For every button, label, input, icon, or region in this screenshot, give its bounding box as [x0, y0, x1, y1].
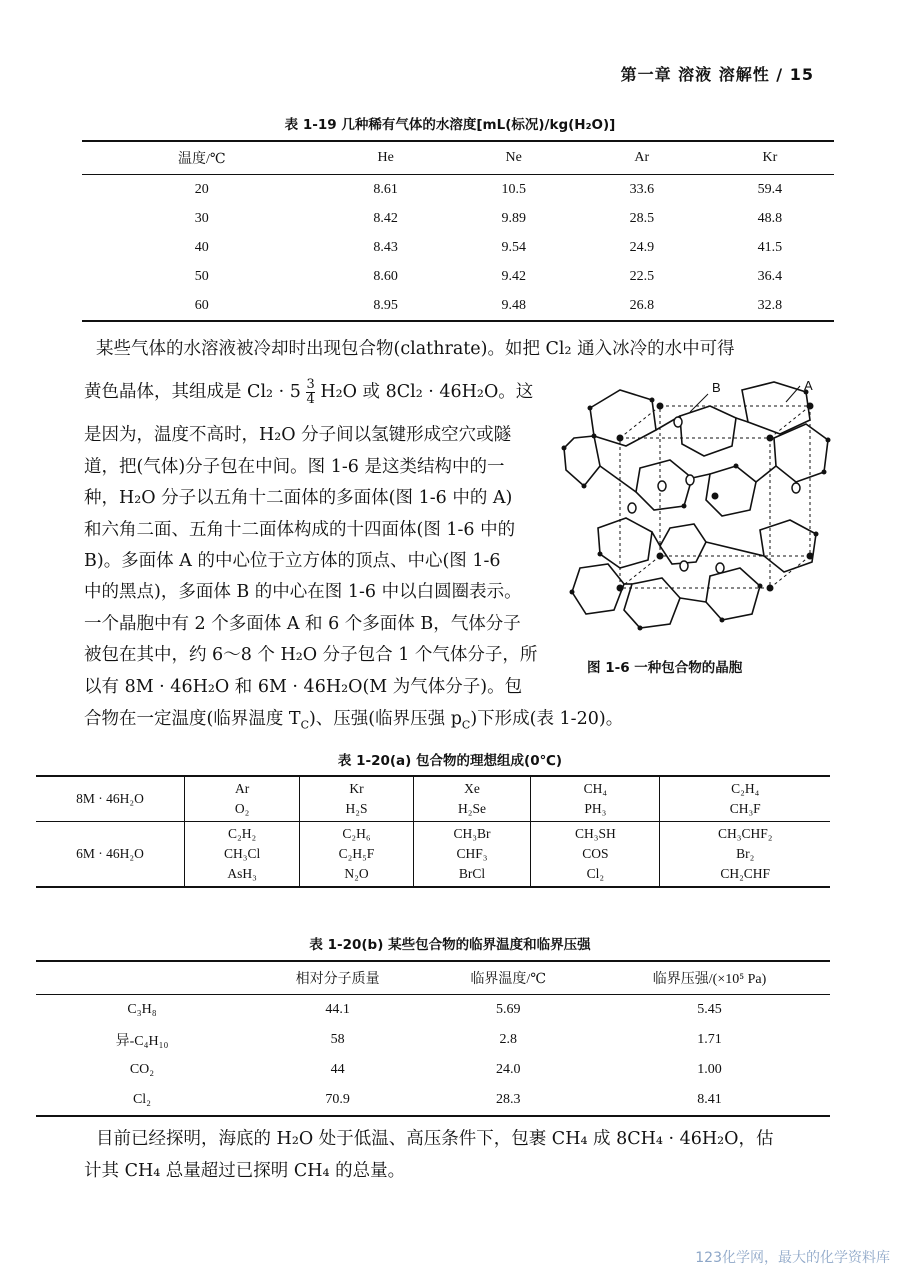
table-cell: [531, 822, 660, 888]
figure-label-a: A: [804, 378, 813, 393]
cell-line: C₂H₆: [342, 826, 371, 841]
header-cell: Ne: [450, 141, 578, 175]
figure-label-b: B: [712, 380, 721, 395]
watermark-text: 123化学网，最大的化学资料库: [695, 1250, 890, 1266]
paragraph-line: 以有 8M · 46H₂O 和 6M · 46H₂O(M 为气体分子)。包: [84, 677, 523, 697]
table-cell: 41.5: [757, 239, 783, 255]
header-cell: 温度/℃: [82, 141, 322, 175]
table-cell: 10.5: [501, 181, 526, 197]
table-cell: 22.5: [629, 268, 655, 284]
table-cell: 9.48: [501, 297, 526, 313]
cell-line: C₂H₅F: [338, 846, 375, 861]
paragraph-text: H₂O 或 8Cl₂ · 46H₂O。这: [320, 382, 534, 402]
table-cell: 异-C₄H₁₀: [115, 1034, 169, 1049]
table-cell: 5.69: [495, 1002, 521, 1017]
table-row: [36, 1085, 830, 1116]
cell-line: Ar: [234, 781, 250, 796]
table-cell: 24.9: [629, 239, 655, 255]
table-19: [82, 140, 834, 322]
table-cell: 44.1: [325, 1002, 350, 1017]
table-row: [36, 776, 830, 822]
cell-line: Br₂: [736, 846, 755, 861]
paragraph-line: 一个晶胞中有 2 个多面体 A 和 6 个多面体 B，气体分子: [84, 614, 521, 634]
table-cell: 59.4: [757, 181, 783, 197]
clathrate-cell-figure: [560, 378, 840, 648]
cell-line: CH₃SH: [574, 826, 616, 841]
cell-line: CH₂CHF: [720, 866, 771, 881]
table-row: [82, 291, 834, 321]
paragraph-line: [84, 377, 533, 407]
table-cell: 8.43: [373, 239, 398, 255]
cell-line: CH₃Cl: [223, 846, 261, 861]
table-row: [82, 233, 834, 262]
paragraph-line: 目前已经探明，海底的 H₂O 处于低温、高压条件下，包裹 CH₄ 成 8CH₄ · 46H₂O，估: [96, 1129, 774, 1149]
table-cell: 8.61: [373, 181, 398, 197]
cell-line: H₂Se: [458, 801, 486, 816]
table-cell: 2.8: [499, 1032, 517, 1047]
cell-line: O₂: [234, 801, 250, 816]
cell-line: Kr: [349, 781, 364, 796]
header-cell: He: [322, 141, 450, 175]
table-row: [82, 204, 834, 233]
table-cell: 70.9: [325, 1092, 350, 1107]
header-cell: Kr: [706, 141, 834, 175]
table-cell: 9.42: [501, 268, 526, 284]
table-20b-caption: 表 1-20(b) 某些包合物的临界温度和临界压强: [309, 937, 591, 953]
table-cell: 32.8: [757, 297, 783, 313]
table-cell: [660, 822, 830, 888]
cell-line: N₂O: [344, 866, 369, 881]
table-header-row: [36, 961, 830, 995]
table-cell: CO₂: [129, 1062, 155, 1077]
table-cell: C₃H₈: [127, 1002, 157, 1017]
table-cell: 24.0: [495, 1062, 521, 1077]
figure-caption: 图 1-6 一种包合物的晶胞: [587, 660, 743, 676]
table-row: [36, 822, 830, 888]
table-cell: [300, 822, 414, 888]
table-cell: 30: [194, 210, 209, 226]
table-cell: [300, 776, 414, 822]
table-cell: 8.41: [697, 1092, 722, 1107]
table-cell: [413, 776, 531, 822]
table-cell: 36.4: [757, 268, 783, 284]
table-cell: 28.5: [629, 210, 655, 226]
table-cell: [185, 776, 300, 822]
table-cell: 60: [194, 297, 209, 313]
cell-line: PH₃: [584, 801, 607, 816]
paragraph-line: 计其 CH₄ 总量超过已探明 CH₄ 的总量。: [84, 1161, 406, 1181]
table-cell: 28.3: [495, 1092, 521, 1107]
cell-line: Xe: [464, 781, 480, 796]
table-cell: 20: [194, 181, 209, 197]
paragraph-text: 黄色晶体，其组成是 Cl₂ · 5: [84, 382, 301, 402]
table-cell: 9.54: [501, 239, 526, 255]
cell-line: C₂H₄: [731, 781, 760, 796]
table-20b: [36, 960, 830, 1117]
paragraph-line: 和六角二面、五角十二面体构成的十四面体(图 1-6 中的: [84, 520, 516, 540]
paragraph-line: 合物在一定温度(临界温度 $T_C$)、压强(临界压强 $p_C$)下形成(表 1-20)。: [84, 709, 624, 732]
fraction: [306, 378, 314, 407]
table-cell: 58: [330, 1032, 345, 1047]
row-label: 6M · 46H₂O: [36, 822, 185, 888]
table-cell: [660, 776, 830, 822]
paragraph-line: 中的黑点)，多面体 B 的中心在图 1-6 中以白圆圈表示。: [84, 582, 522, 602]
table-cell: 40: [194, 239, 209, 255]
cell-line: C₂H₂: [228, 826, 257, 841]
table-row: [82, 175, 834, 205]
paragraph-line: 是因为，温度不高时，H₂O 分子间以氢键形成空穴或隧: [84, 425, 512, 445]
table-20a-caption: 表 1-20(a) 包合物的理想组成(0℃): [337, 753, 563, 769]
header-cell: 临界压强/(×10⁵ Pa): [589, 961, 830, 995]
table-row: [82, 262, 834, 291]
paragraph-line: 种，H₂O 分子以五角十二面体的多面体(图 1-6 中的 A): [84, 488, 513, 508]
paragraph-line: 某些气体的水溶液被冷却时出现包合物(clathrate)。如把 Cl₂ 通入冰冷的水中可得: [96, 339, 735, 359]
table-19-caption: 表 1-19 几种稀有气体的水溶度[mL(标况)/kg(H₂O)]: [284, 117, 616, 133]
cell-line: CH₄: [583, 781, 608, 796]
table-cell: [531, 776, 660, 822]
cell-line: COS: [582, 846, 609, 861]
paragraph-line: B)。多面体 A 的中心位于立方体的顶点、中心(图 1-6: [84, 551, 501, 571]
table-cell: 9.89: [501, 210, 526, 226]
table-cell: Cl₂: [132, 1092, 152, 1107]
table-cell: [413, 822, 531, 888]
header-cell: 临界温度/℃: [427, 961, 589, 995]
table-cell: 1.00: [697, 1062, 722, 1077]
table-cell: 8.42: [373, 210, 398, 226]
header-cell: [36, 961, 248, 995]
cell-line: AsH₃: [227, 866, 257, 881]
table-cell: [185, 822, 300, 888]
table-cell: 8.60: [373, 268, 398, 284]
page-header: 第一章 溶液 溶解性 / 15: [620, 65, 814, 84]
table-cell: 48.8: [757, 210, 783, 226]
table-row: [36, 1025, 830, 1055]
fraction-denominator: 4: [306, 392, 315, 407]
cell-line: H₂S: [345, 801, 368, 816]
row-label: 8M · 46H₂O: [36, 776, 185, 822]
table-20a: [36, 775, 830, 888]
cell-line: CHF₃: [456, 846, 488, 861]
table-cell: 26.8: [629, 297, 655, 313]
header-cell: Ar: [578, 141, 706, 175]
cell-line: BrCl: [458, 866, 486, 881]
cell-line: Cl₂: [586, 866, 605, 881]
table-cell: 50: [194, 268, 209, 284]
cell-line: CH₃Br: [453, 826, 491, 841]
table-cell: 44: [330, 1062, 345, 1077]
table-row: [36, 995, 830, 1026]
table-cell: 1.71: [697, 1032, 722, 1047]
table-cell: 5.45: [697, 1002, 722, 1017]
table-header-row: [82, 141, 834, 175]
paragraph-line: 道，把(气体)分子包在中间。图 1-6 是这类结构中的一: [84, 457, 505, 477]
fraction-numerator: 3: [306, 377, 315, 392]
paragraph-line: 被包在其中，约 6～8 个 H₂O 分子包合 1 个气体分子，所: [84, 645, 538, 665]
header-cell: 相对分子质量: [248, 961, 427, 995]
table-row: [36, 1055, 830, 1085]
table-cell: 8.95: [373, 297, 398, 313]
cell-line: CH₃CHF₂: [717, 826, 773, 841]
cell-line: CH₃F: [729, 801, 761, 816]
table-cell: 33.6: [629, 181, 655, 197]
